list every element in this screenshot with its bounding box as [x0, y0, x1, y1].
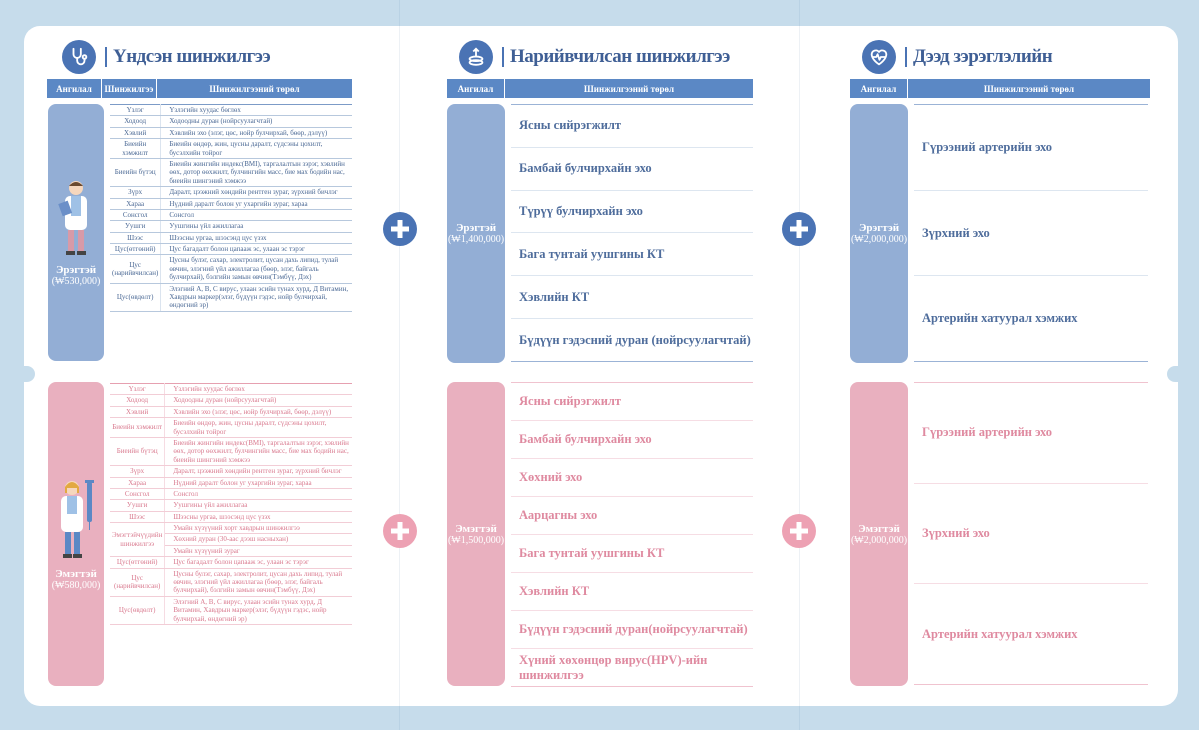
basic-table-header	[47, 79, 352, 98]
exam-detail-cell: Биеийн өндөр, жин, цусны даралт, сүдсэны цохилт, бусэлхийн тойрог	[165, 418, 352, 438]
exam-category-cell: Цус (нарийвчилсан)	[110, 568, 165, 596]
exam-detail-cell: Сонсгол	[165, 488, 352, 499]
exam-detail-cell: Даралт, цээжний хөндийн рентген зураг, зүрхний бичлэг	[161, 187, 352, 198]
card-notch-left	[13, 366, 35, 382]
basic-header	[62, 40, 270, 74]
header-exam-type: Шинжилгээний төрөл	[908, 79, 1150, 98]
premium-female-list	[914, 382, 1148, 685]
exam-detail-cell: Цусны булэг, сахар, электролит, цусан дахь липид, тулай өвчин, элэгний үйл ажиллагаа (бөөр, элэг, байгаль булчирхай), бэлгийн замын өвчин(Тэмбүү, Дэх)	[165, 568, 352, 596]
exam-category-cell: Үзлэг	[110, 384, 165, 395]
exam-item: Гүрээний артерийн эхо	[914, 105, 1148, 191]
exam-category-cell: Зүрх	[110, 466, 165, 477]
female-doctor-illustration	[54, 478, 98, 562]
exam-detail-cell: Биеийн өндөр, жин, цусны даралт, сүдсэны цохилт, бусэлхийн тойрог	[161, 139, 352, 159]
coins-icon	[459, 40, 493, 74]
exam-category-cell: Биеийн хэмжилт	[110, 139, 161, 159]
detailed-female-pill	[447, 382, 505, 686]
plus-icon	[782, 212, 816, 246]
header-exam: Шинжилгээ	[102, 79, 157, 98]
basic-male-label: Эрэгтэй	[55, 264, 97, 276]
exam-detail-cell: Үзлэгийн хуудас бөглөх	[165, 384, 352, 395]
exam-detail-cell: Биеийн жингийн индекс(BMI), таргалалтын зэрэг, хэвлийн өөх, дотор өөхжилт, булчингийн масс, биe мах бодийн нас, биеийн шингэний хэмжээ	[161, 158, 352, 186]
detailed-male-list	[511, 104, 753, 362]
table-row	[110, 127, 352, 138]
exam-item: Бамбай булчирхайн эхо	[511, 421, 753, 459]
detailed-male-label: Эрэгтэй	[455, 222, 497, 234]
table-row	[110, 198, 352, 209]
exam-detail-cell: Цусны булэг, сахар, электролит, цусан дахь липид, тулай өвчин, элэгний үйл ажиллагаа (бөөр, элэг, байгаль булчирхай), бэлгийн замын өвчин(Тэмбүү, Дэх)	[161, 255, 352, 283]
exam-item: Бага тунтай уушгины КТ	[511, 535, 753, 573]
plus-icon	[383, 212, 417, 246]
basic-title: Үндсэн шинжилгээ	[113, 46, 271, 67]
exam-category-cell: Шээс	[110, 232, 161, 243]
basic-female-price: (₩580,000)	[51, 579, 101, 591]
table-row	[110, 500, 352, 511]
table-row	[110, 158, 352, 186]
premium-male-pill	[850, 104, 908, 363]
table-row	[110, 221, 352, 232]
premium-title: Дээд зэрэглэлийн	[913, 46, 1053, 67]
basic-male-price: (₩530,000)	[51, 276, 101, 287]
premium-male-label: Эрэгтэй	[858, 222, 900, 234]
detailed-female-list	[511, 382, 753, 687]
table-row	[110, 139, 352, 159]
header-category: Ангилал	[47, 79, 102, 98]
table-row	[110, 418, 352, 438]
premium-male-list	[914, 104, 1148, 362]
header-category: Ангилал	[850, 79, 908, 98]
exam-item: Гүрээний артерийн эхо	[914, 383, 1148, 484]
exam-item: Түрүү булчирхайн эхо	[511, 191, 753, 234]
detailed-female-label: Эмэгтэй	[455, 522, 497, 535]
exam-category-cell: Эмэгтэйчүүдийн шинжилгээ	[110, 523, 165, 557]
table-row	[110, 596, 352, 624]
exam-item: Бага тунтай уушгины КТ	[511, 233, 753, 276]
exam-item: Бүдүүн гэдэсний дуран (нойрсуулагчтай)	[511, 319, 753, 362]
exam-item: Бүдүүн гэдэсний дуран(нойрсуулагчтай)	[511, 611, 753, 649]
detailed-table-header	[447, 79, 753, 98]
exam-category-cell: Цус (нарийвчилсан)	[110, 255, 161, 283]
exam-item: Аарцагны эхо	[511, 497, 753, 535]
table-row	[110, 488, 352, 499]
exam-category-cell: Уушги	[110, 221, 161, 232]
exam-category-cell: Цус(өвдөлт)	[110, 596, 165, 624]
exam-detail-cell: Цус багадалт болон цапааж эс, улаан эс тэрэг	[165, 557, 352, 568]
basic-male-table	[110, 104, 352, 312]
exam-detail-cell: Хэвлийн эхо (элэг, цөс, нойр булчирхай, бөөр, дэлүү)	[165, 406, 352, 417]
male-doctor-illustration	[54, 178, 98, 258]
detailed-male-price: (₩1,400,000)	[447, 234, 505, 245]
premium-header	[862, 40, 1052, 74]
table-row	[110, 116, 352, 127]
exam-item: Бамбай булчирхайн эхо	[511, 148, 753, 191]
exam-detail-cell: Даралт, цээжний хөндийн рентген зураг, зүрхний бичлэг	[165, 466, 352, 477]
exam-category-cell: Ходоод	[110, 116, 161, 127]
exam-category-cell: Цус(өтгөний)	[110, 557, 165, 568]
plus-icon	[782, 514, 816, 548]
exam-detail-cell: Нүдний даралт болон уг ухаргийн зураг, хараа	[161, 198, 352, 209]
exam-detail-cell: Элэгний A, B, C вирус, улаан эсийн тунах хурд, Д Витамин, Хавдрын маркер(элэг, бүдүүн гэдэс, нойр булчирхай, өндөгний эр)	[161, 283, 352, 311]
exam-detail-cell: Шээсны ургаа, шээсэнд цус үзэх	[165, 511, 352, 522]
card-notch-right	[1167, 366, 1189, 382]
exam-category-cell: Хараа	[110, 198, 161, 209]
column-separator	[799, 26, 800, 706]
exam-category-cell: Сонсгол	[110, 209, 161, 220]
basic-male-pill	[48, 104, 104, 361]
exam-category-cell: Үзлэг	[110, 105, 161, 116]
detailed-male-pill	[447, 104, 505, 363]
exam-category-cell: Зүрх	[110, 187, 161, 198]
exam-item: Артерийн хатуурал хэмжих	[914, 584, 1148, 685]
table-row	[110, 395, 352, 406]
exam-item: Хөхний эхо	[511, 459, 753, 497]
basic-female-table	[110, 383, 352, 625]
exam-detail-cell: Элэгний A, B, C вирус, улаан эсийн тунах хурд, Д Витамин, Хавдрын маркер(элэг, бүдүүн гэдэс, нойр булчирхай, өндөгний эр)	[165, 596, 352, 624]
table-row	[110, 437, 352, 465]
header-category: Ангилал	[447, 79, 505, 98]
exam-detail-cell: Умайн хүзүүний хорт хавдрын шинжилгээ	[165, 523, 352, 534]
header-exam-type: Шинжилгээний төрөл	[505, 79, 753, 98]
header-exam-type: Шинжилгээний төрөл	[157, 79, 352, 98]
exam-item: Хүний хөхөнцөр вирус(HPV)-ийн шинжилгээ	[511, 649, 753, 687]
exam-category-cell: Шээс	[110, 511, 165, 522]
column-separator	[399, 26, 400, 706]
exam-detail-cell: Биеийн жингийн индекс(BMI), таргалалтын зэрэг, хэвлийн өөх, дотор өөхжилт, булчингийн масс, биe мах бодийн нас, биеийн шингэний хэмжээ	[165, 437, 352, 465]
exam-category-cell: Уушги	[110, 500, 165, 511]
exam-detail-cell: Уушгины үйл ажиллагаа	[165, 500, 352, 511]
exam-detail-cell: Нүдний даралт болон уг ухаргийн зураг, хараа	[165, 477, 352, 488]
exam-category-cell: Хараа	[110, 477, 165, 488]
exam-detail-cell: Ходоодны дуран (нойрсуулагчтай)	[165, 395, 352, 406]
exam-item: Ясны сийрэгжилт	[511, 383, 753, 421]
table-row	[110, 244, 352, 255]
table-row	[110, 466, 352, 477]
exam-category-cell: Цус(өвдөлт)	[110, 283, 161, 311]
table-row	[110, 209, 352, 220]
table-row	[110, 283, 352, 311]
exam-item: Ясны сийрэгжилт	[511, 105, 753, 148]
table-row	[110, 105, 352, 116]
exam-category-cell: Биеийн бүтэц	[110, 437, 165, 465]
exam-category-cell: Биеийн хэмжилт	[110, 418, 165, 438]
plus-icon	[383, 514, 417, 548]
exam-category-cell: Хэвлий	[110, 406, 165, 417]
exam-detail-cell: Уушгины үйл ажиллагаа	[161, 221, 352, 232]
exam-detail-cell: Умайн хүзүүний зураг	[165, 545, 352, 556]
exam-detail-cell: Хэвлийн эхо (элэг, цөс, нойр булчирхай, бөөр, дэлүү)	[161, 127, 352, 138]
exam-detail-cell: Хөхний дуран (30-аас дээш насныхан)	[165, 534, 352, 545]
exam-detail-cell: Шээсны ургаа, шээсэнд цус үзэх	[161, 232, 352, 243]
exam-category-cell: Биеийн бүтэц	[110, 158, 161, 186]
exam-item: Зүрхний эхо	[914, 484, 1148, 585]
basic-female-pill	[48, 382, 104, 686]
exam-category-cell: Хэвлий	[110, 127, 161, 138]
exam-category-cell: Сонсгол	[110, 488, 165, 499]
table-row	[110, 255, 352, 283]
table-row	[110, 477, 352, 488]
basic-female-label: Эмэгтэй	[55, 567, 97, 580]
premium-male-price: (₩2,000,000)	[850, 234, 908, 245]
exam-detail-cell: Үзлэгийн хуудас бөглөх	[161, 105, 352, 116]
exam-item: Хэвлийн КТ	[511, 573, 753, 611]
table-row	[110, 406, 352, 417]
table-row	[110, 523, 352, 534]
premium-table-header	[850, 79, 1150, 98]
exam-item: Зүрхний эхо	[914, 191, 1148, 277]
exam-item: Артерийн хатуурал хэмжих	[914, 276, 1148, 362]
table-row	[110, 232, 352, 243]
detailed-header	[459, 40, 730, 74]
exam-detail-cell: Цус багадалт болон цапааж эс, улаан эс тэрэг	[161, 244, 352, 255]
table-row	[110, 511, 352, 522]
table-row	[110, 568, 352, 596]
exam-item: Хэвлийн КТ	[511, 276, 753, 319]
exam-category-cell: Ходоод	[110, 395, 165, 406]
heart-pulse-icon	[862, 40, 896, 74]
exam-category-cell: Цус(өтгөний)	[110, 244, 161, 255]
stethoscope-icon	[62, 40, 96, 74]
detailed-title: Нарийвчилсан шинжилгээ	[510, 46, 730, 67]
exam-detail-cell: Ходоодны дуран (нойрсуулагчтай)	[161, 116, 352, 127]
premium-female-price: (₩2,000,000)	[850, 534, 908, 546]
table-row	[110, 384, 352, 395]
table-row	[110, 187, 352, 198]
exam-detail-cell: Сонсгол	[161, 209, 352, 220]
table-row	[110, 557, 352, 568]
premium-female-label: Эмэгтэй	[858, 522, 900, 535]
premium-female-pill	[850, 382, 908, 686]
detailed-female-price: (₩1,500,000)	[447, 534, 505, 546]
